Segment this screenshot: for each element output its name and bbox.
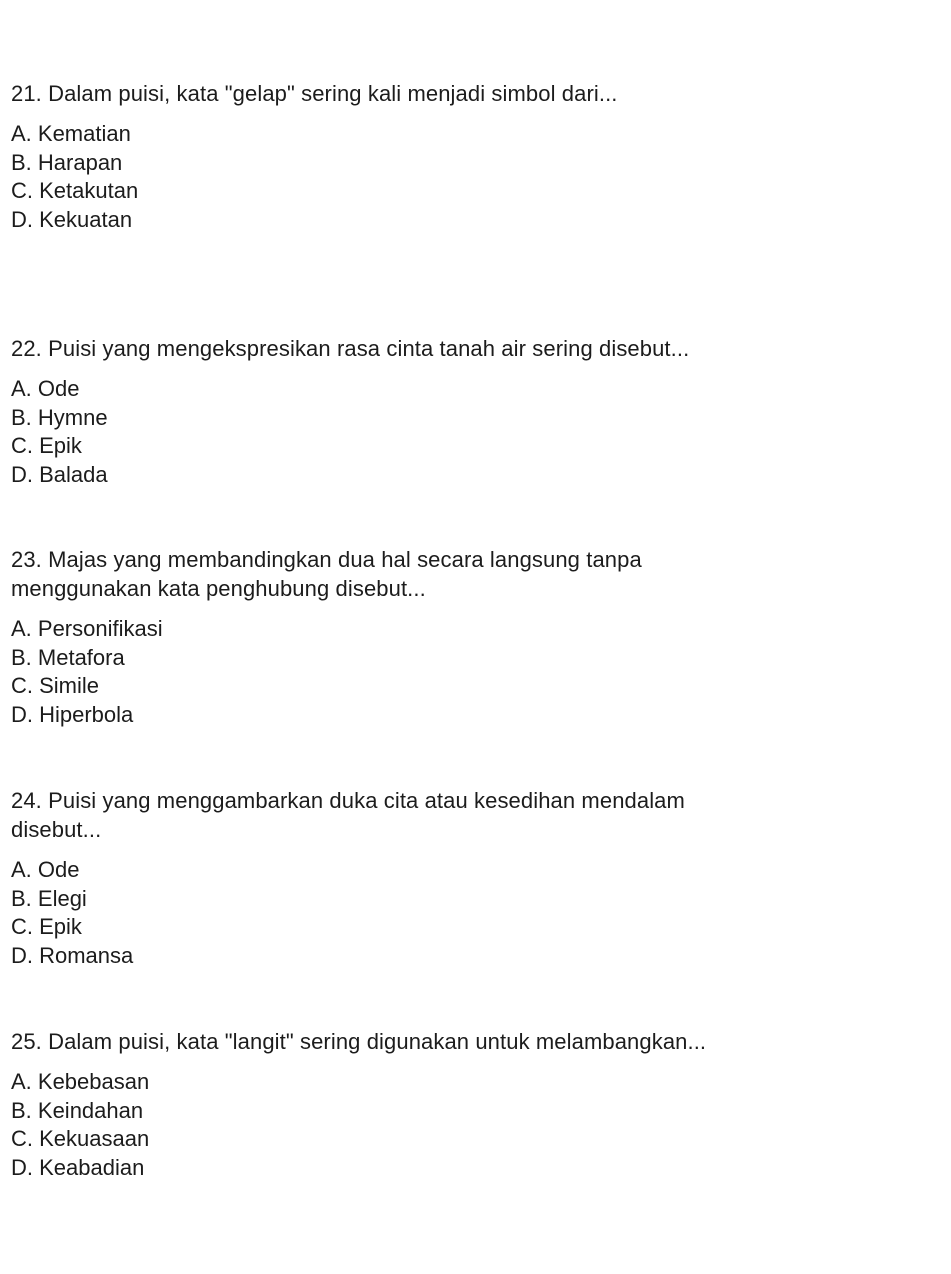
question-text: 24. Puisi yang menggambarkan duka cita atau kesedihan mendalam disebut...: [11, 788, 685, 842]
option-d: D. Hiperbola: [11, 702, 134, 728]
option-d: D. Romansa: [11, 943, 134, 969]
option-c: C. Epik: [11, 914, 82, 940]
option-a: A. Personifikasi: [11, 616, 163, 641]
question-text: 21. Dalam puisi, kata "gelap" sering kali menjadi simbol dari...: [11, 81, 618, 106]
question-text: 23. Majas yang membandingkan dua hal secara langsung tanpa menggunakan kata penghubung disebut...: [11, 547, 642, 601]
answer-options: [11, 856, 771, 971]
option-b: B. Hymne: [11, 404, 108, 430]
answer-options: [11, 615, 731, 730]
question-23: [11, 545, 731, 730]
option-a: A. Ode: [11, 376, 80, 401]
answer-options: [11, 1068, 931, 1183]
question-21: [11, 79, 931, 235]
option-b: B. Elegi: [11, 885, 87, 911]
option-c: C. Simile: [11, 673, 100, 699]
option-b: B. Harapan: [11, 149, 123, 175]
option-d: D. Balada: [11, 462, 108, 488]
option-a: A. Kematian: [11, 121, 131, 146]
option-a: A. Kebebasan: [11, 1069, 150, 1094]
option-c: C. Epik: [11, 433, 82, 459]
option-a: A. Ode: [11, 857, 80, 882]
question-25: [11, 1027, 931, 1183]
question-22: [11, 334, 931, 490]
option-d: D. Kekuatan: [11, 207, 133, 233]
question-24: [11, 786, 771, 971]
answer-options: [11, 120, 931, 235]
option-c: C. Ketakutan: [11, 178, 139, 204]
option-d: D. Keabadian: [11, 1155, 145, 1181]
option-b: B. Metafora: [11, 644, 125, 670]
question-text: 22. Puisi yang mengekspresikan rasa cinta tanah air sering disebut...: [11, 336, 690, 361]
option-c: C. Kekuasaan: [11, 1126, 150, 1152]
question-text: 25. Dalam puisi, kata "langit" sering digunakan untuk melambangkan...: [11, 1029, 707, 1054]
option-b: B. Keindahan: [11, 1097, 144, 1123]
answer-options: [11, 375, 931, 490]
